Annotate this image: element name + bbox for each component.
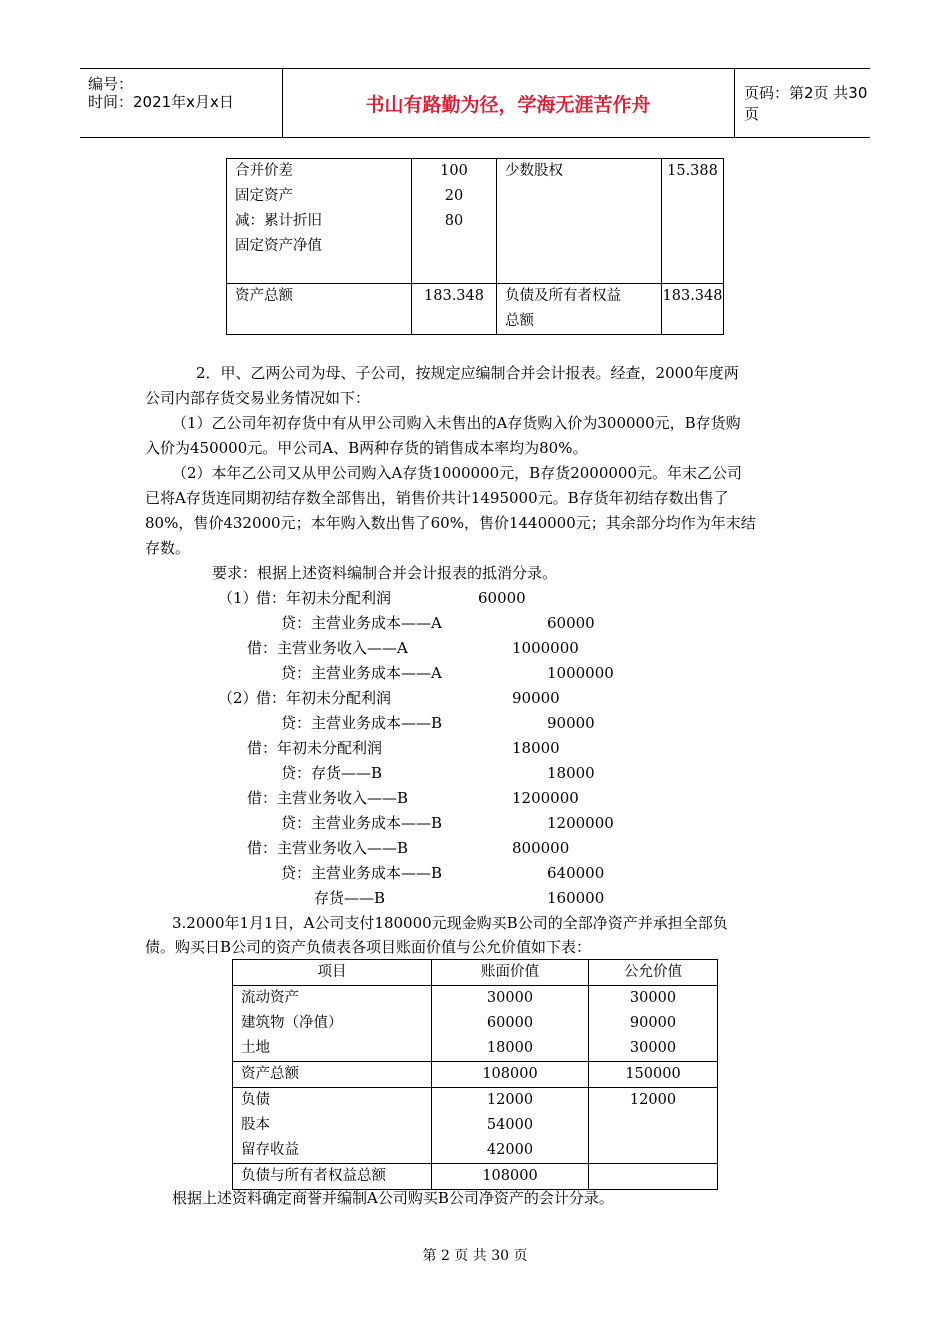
entry-text: 借：年初未分配利润 bbox=[247, 739, 383, 757]
row-value: 30000 bbox=[486, 990, 534, 1006]
row-value: 90000 bbox=[629, 1015, 677, 1031]
row-label: 负债与所有者权益总额 bbox=[241, 1168, 386, 1184]
row-label: 股本 bbox=[241, 1117, 270, 1133]
row-value: 108000 bbox=[482, 1168, 538, 1184]
row-label: 固定资产净值 bbox=[235, 238, 322, 254]
entry-amount: 1200000 bbox=[512, 789, 579, 807]
q3-paragraph-line: 3.2000年1月1日，A公司支付180000元现金购买B公司的全部净资产并承担全部负 bbox=[172, 914, 728, 932]
table-cell bbox=[432, 986, 589, 1062]
entry-amount: 640000 bbox=[547, 864, 605, 882]
q3-closing-line: 根据上述资料确定商誉并编制A公司购买B公司净资产的会计分录。 bbox=[172, 1189, 614, 1207]
row-label: 流动资产 bbox=[241, 990, 299, 1006]
entry-text: 借：主营业务收入——B bbox=[247, 839, 409, 857]
table-cell bbox=[589, 1062, 718, 1088]
table-cell bbox=[497, 159, 662, 284]
entry-amount: 160000 bbox=[547, 889, 605, 907]
entry-text: 借：主营业务收入——A bbox=[247, 639, 408, 657]
table-cell bbox=[233, 986, 432, 1062]
row-label: 土地 bbox=[241, 1040, 270, 1056]
row-value: 60000 bbox=[486, 1015, 534, 1031]
q2-paragraph-line: （2）本年乙公司又从甲公司购入A存货1000000元，B存货2000000元。年末乙公司 bbox=[172, 464, 743, 482]
row-value: 30000 bbox=[629, 1040, 677, 1056]
table-cell bbox=[233, 1088, 432, 1164]
entry-prefix: （2） bbox=[218, 689, 258, 707]
table-cell bbox=[227, 284, 412, 335]
header-page-number: 页码：第2页 共30页 bbox=[744, 84, 868, 123]
row-label: 负债及所有者权益 bbox=[505, 288, 621, 304]
row-value: 42000 bbox=[486, 1142, 534, 1158]
header-meta bbox=[80, 69, 283, 137]
row-value: 108000 bbox=[482, 1066, 538, 1082]
entry-amount: 90000 bbox=[512, 689, 560, 707]
q2-requirement: 要求：根据上述资料编制合并会计报表的抵消分录。 bbox=[212, 564, 558, 582]
header-motto: 书山有路勤为径，学海无涯苦作舟 bbox=[282, 69, 735, 137]
column-header: 公允价值 bbox=[589, 960, 718, 986]
row-value: 100 bbox=[440, 163, 468, 179]
q2-paragraph-line: 公司内部存货交易业务情况如下： bbox=[145, 389, 371, 407]
entry-amount: 18000 bbox=[547, 764, 595, 782]
row-value: 12000 bbox=[629, 1092, 677, 1108]
q3-paragraph-line: 债。购买日B公司的资产负债表各项目账面价值与公允价值如下表： bbox=[145, 938, 592, 956]
column-header: 项目 bbox=[233, 960, 432, 986]
entry-text: 贷：主营业务成本——B bbox=[281, 864, 443, 882]
row-label: 合并价差 bbox=[235, 163, 293, 179]
page-header bbox=[80, 68, 870, 138]
table-cell bbox=[662, 284, 724, 335]
entry-text: 借：主营业务收入——B bbox=[247, 789, 409, 807]
row-value: 183.348 bbox=[662, 288, 723, 304]
table-row bbox=[233, 1062, 718, 1088]
entry-text: 借：年初未分配利润 bbox=[256, 589, 392, 607]
q2-paragraph-line: 80%，售价432000元；本年购入数出售了60%，售价1440000元；其余部分均作为年末结 bbox=[145, 514, 756, 532]
table-cell bbox=[412, 159, 497, 284]
entry-text: 贷：主营业务成本——B bbox=[281, 814, 443, 832]
row-label: 资产总额 bbox=[241, 1066, 299, 1082]
doc-date-label: 时间：2021年x月x日 bbox=[88, 93, 234, 111]
entry-amount: 60000 bbox=[478, 589, 526, 607]
row-value: 183.348 bbox=[424, 288, 484, 304]
row-value: 20 bbox=[444, 188, 464, 204]
entry-amount: 60000 bbox=[547, 614, 595, 632]
entry-prefix: （1） bbox=[218, 589, 258, 607]
row-label: 总额 bbox=[505, 313, 534, 329]
q2-paragraph-line: 存数。 bbox=[145, 539, 191, 557]
table-row bbox=[233, 986, 718, 1062]
table-cell bbox=[589, 1088, 718, 1164]
entry-text: 贷：主营业务成本——A bbox=[281, 664, 442, 682]
consolidated-balance-table bbox=[226, 158, 724, 335]
row-label: 固定资产 bbox=[235, 188, 293, 204]
row-label: 少数股权 bbox=[505, 163, 563, 179]
entry-amount: 90000 bbox=[547, 714, 595, 732]
table-cell bbox=[662, 159, 724, 284]
row-label: 留存收益 bbox=[241, 1142, 299, 1158]
doc-number-label: 编号： bbox=[88, 75, 134, 93]
page-footer: 第 2 页 共 30 页 bbox=[422, 1248, 528, 1264]
row-value: 150000 bbox=[625, 1066, 681, 1082]
row-label: 减：累计折旧 bbox=[235, 213, 322, 229]
entry-amount: 1000000 bbox=[512, 639, 579, 657]
row-value: 18000 bbox=[486, 1040, 534, 1056]
entry-text: 存货——B bbox=[314, 889, 386, 907]
row-label: 建筑物（净值） bbox=[241, 1015, 343, 1031]
entry-amount: 1200000 bbox=[547, 814, 614, 832]
table-header-row bbox=[233, 960, 718, 986]
table-cell bbox=[432, 1062, 589, 1088]
q2-paragraph-line: 已将A存货连同期初结存数全部售出，销售价共计1495000元。B存货年初结存数出售了 bbox=[145, 489, 729, 507]
table-cell bbox=[589, 986, 718, 1062]
table-cell bbox=[227, 159, 412, 284]
table-row bbox=[227, 284, 724, 335]
column-header: 账面价值 bbox=[432, 960, 589, 986]
table-cell bbox=[233, 1062, 432, 1088]
fair-value-table bbox=[232, 959, 718, 1190]
q2-paragraph-line: （1）乙公司年初存货中有从甲公司购入未售出的A存货购入价为300000元，B存货购 bbox=[172, 414, 741, 432]
q2-paragraph-line: 入价为450000元。甲公司A、B两种存货的销售成本率均为80%。 bbox=[145, 439, 588, 457]
entry-text: 借：年初未分配利润 bbox=[256, 689, 392, 707]
table-cell bbox=[497, 284, 662, 335]
row-label: 资产总额 bbox=[235, 288, 293, 304]
row-value: 54000 bbox=[486, 1117, 534, 1133]
entry-amount: 800000 bbox=[512, 839, 570, 857]
row-value: 12000 bbox=[486, 1092, 534, 1108]
row-value: 30000 bbox=[629, 990, 677, 1006]
q2-paragraph-line: 2．甲、乙两公司为母、子公司，按规定应编制合并会计报表。经查，2000年度两 bbox=[196, 364, 739, 382]
entry-text: 贷：主营业务成本——A bbox=[281, 614, 442, 632]
entry-amount: 18000 bbox=[512, 739, 560, 757]
entry-amount: 1000000 bbox=[547, 664, 614, 682]
table-row bbox=[227, 159, 724, 284]
entry-text: 贷：主营业务成本——B bbox=[281, 714, 443, 732]
table-row bbox=[233, 1088, 718, 1164]
entry-text: 贷：存货——B bbox=[281, 764, 383, 782]
table-cell bbox=[432, 1088, 589, 1164]
row-value: 80 bbox=[444, 213, 464, 229]
table-cell bbox=[412, 284, 497, 335]
row-value: 15.388 bbox=[667, 163, 718, 179]
row-label: 负债 bbox=[241, 1092, 270, 1108]
